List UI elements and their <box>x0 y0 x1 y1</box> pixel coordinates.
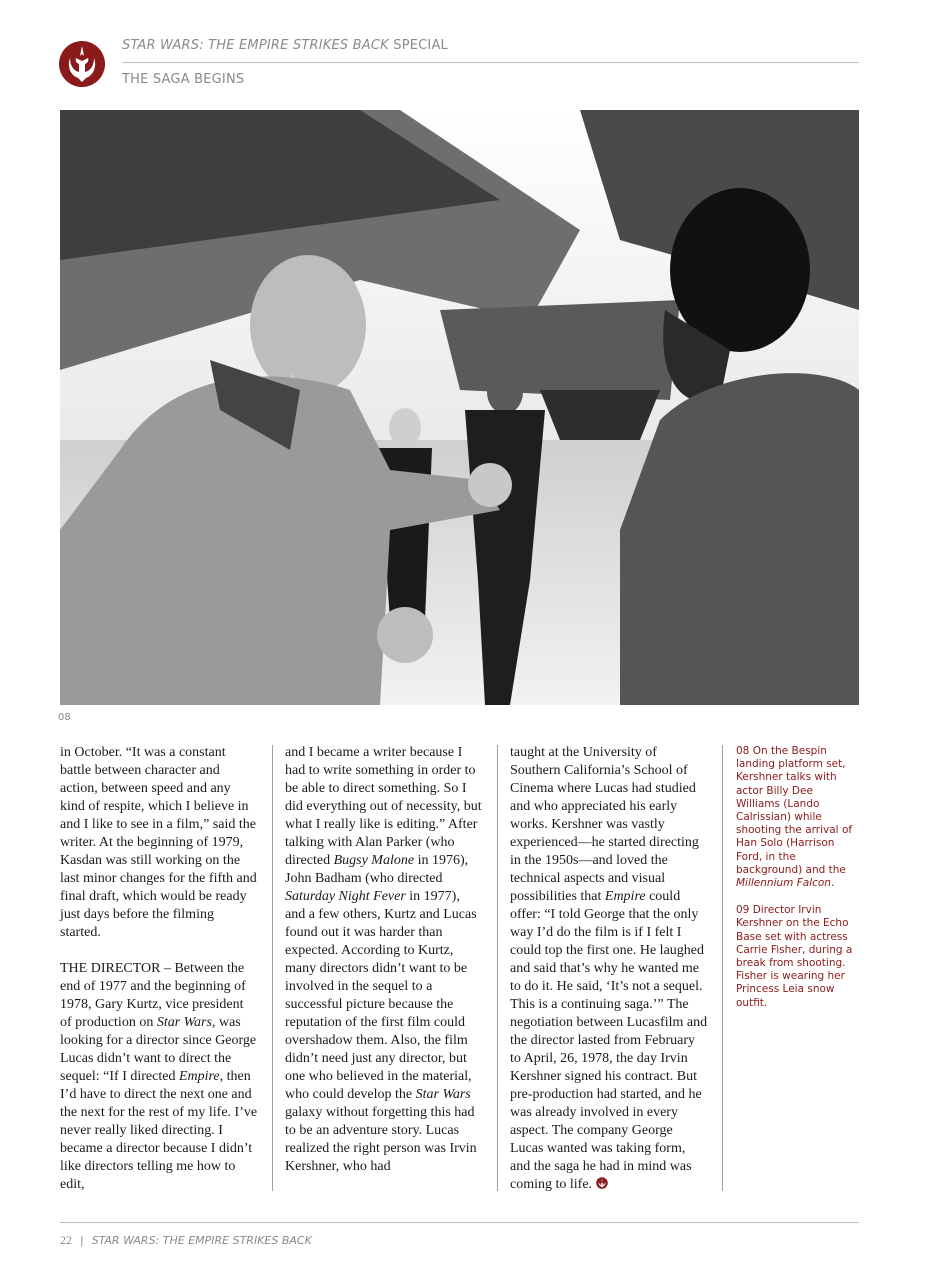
column-divider <box>722 745 723 1191</box>
paragraph: and I became a writer because I had to write something in order to be able to direct something. So I did everything out of necessity, but what I really like is editing.” After talking with Alan Parker (who directed Bugsy Malone in 1976), John Badham (who directed Saturday Night Fever in 1977), and a few others, Kurtz and Lucas found out it was harder than expected. According to Kurtz, many directors didn’t want to be involved in the sequel to a successful picture because the reputation of the first film could overshadow them. Also, the film didn’t need just any director, but one who believed in the material, who could develop the Star Wars galaxy without forgetting this had to be an adventure story. Lucas realized the right person was Irvin Kershner, who had <box>285 745 482 1174</box>
rebel-alliance-icon <box>58 40 106 88</box>
header-title: STAR WARS: THE EMPIRE STRIKES BACK SPECIAL <box>122 38 448 53</box>
figure-number: 08 <box>58 712 71 723</box>
photo-kershner-williams <box>60 110 859 705</box>
paragraph: taught at the University of Southern California’s School of Cinema where Lucas had studied and who appreciated his early works. Kershner was vastly experienced—he started directing in the 1950s—and loved the technical aspects and visual possibilities that Empire could offer: “I told George that the only way I’d do the film is if I felt I could top the first one. He laughed and said that’s why he wanted me to do it. He said, ‘It’s not a sequel. This is a continuing saga.’” The negotiation between Lucasfilm and the director lasted from February to April, 26, 1978, the day Irvin Kershner signed his contract. But pre-production had started, and he was already involved in every aspect. The company George Lucas wanted was taking form, and the saga he had in mind was coming to life. <box>510 745 708 1192</box>
body-column-2 <box>285 744 483 1176</box>
column-divider <box>497 745 498 1191</box>
section-title: THE SAGA BEGINS <box>122 72 245 87</box>
footer <box>60 1233 312 1248</box>
caption-09: 09 Director Irvin Kershner on the Echo Base set with actress Carrie Fisher, during a break from shooting. Fisher is wearing her Princess Leia snow outfit. <box>736 904 853 1009</box>
caption-08: 08 On the Bespin landing platform set, Kershner talks with actor Billy Dee Williams (Lando Calrissian) while shooting the arrival of Han Solo (Harrison Ford, in the background) and the Millennium Falcon. <box>736 745 853 890</box>
paragraph: in October. “It was a constant battle between character and action, between speed and any kind of respite, which I believe in and I like to see in a film,” said the writer. At the beginning of 1979, Kasdan was still working on the last minor changes for the fifth and final draft, which would be ready just days before the filming started. <box>60 745 257 940</box>
body-column-1 <box>60 744 258 1194</box>
rebel-end-mark-icon <box>596 1177 608 1189</box>
publication-title: STAR WARS: THE EMPIRE STRIKES BACK <box>91 1234 312 1247</box>
footer-divider <box>60 1222 859 1223</box>
header-divider <box>122 62 859 63</box>
photo-illustration <box>60 110 859 705</box>
body-column-3 <box>510 744 708 1194</box>
page-number: 22 <box>60 1233 72 1247</box>
footer-separator: | <box>80 1234 84 1247</box>
captions <box>736 745 860 1010</box>
paragraph: THE DIRECTOR – Between the end of 1977 and the beginning of 1978, Gary Kurtz, vice president of production on Star Wars, was looking for a director since George Lucas didn’t want to direct the sequel: “If I directed Empire, then I’d have to direct the next one and the next for the rest of my life. I’ve never really liked directing. I became a director because I didn’t like directors telling me how to edit, <box>60 961 258 1192</box>
column-divider <box>272 745 273 1191</box>
